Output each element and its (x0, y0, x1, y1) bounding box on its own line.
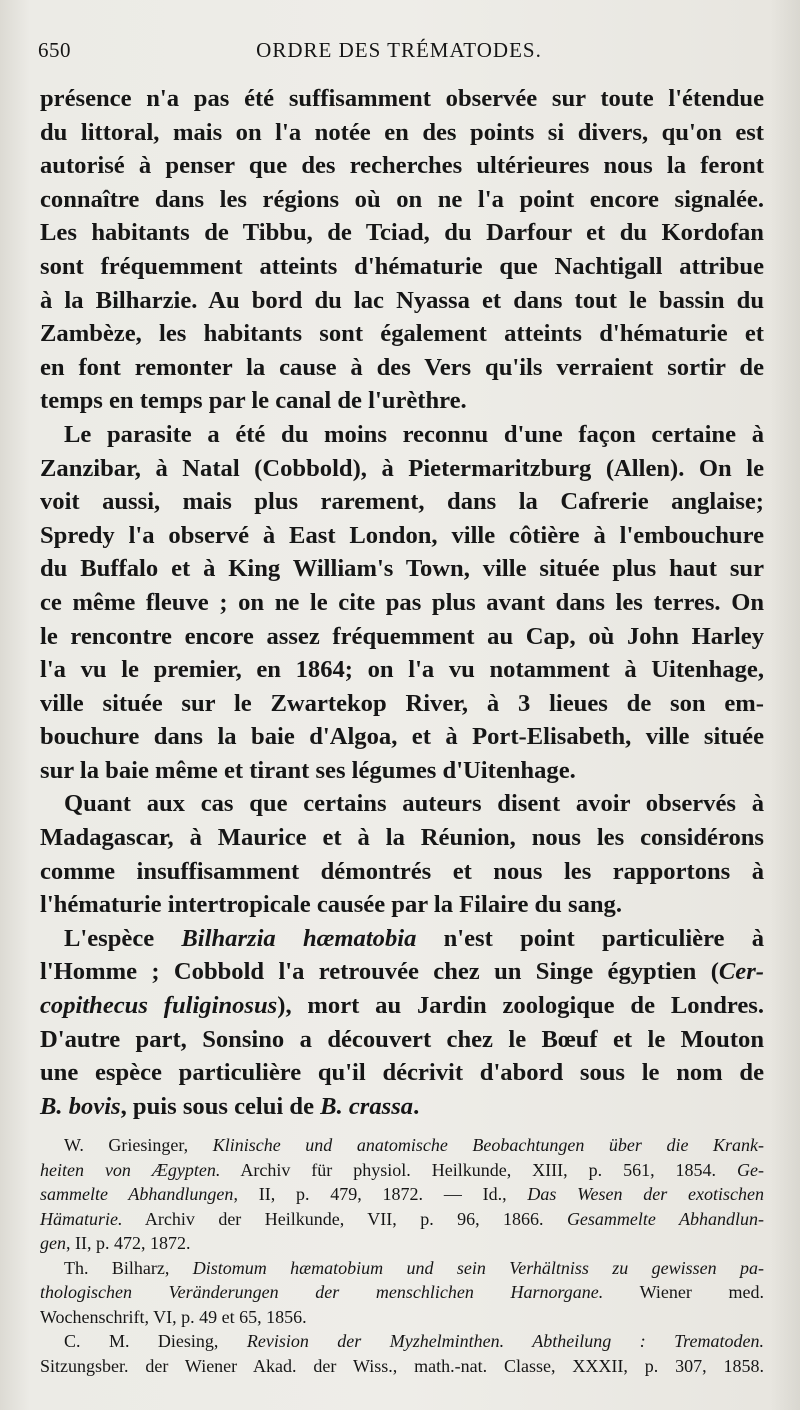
text-line: l'hématurie intertropicale causée par la Filaire du sang. (40, 891, 622, 919)
text-line (40, 989, 764, 1023)
reference-title: gen (40, 1233, 66, 1253)
text-run: Th. Bilharz, (64, 1257, 193, 1278)
text-line: voit aussi, mais plus rarement, dans la Cafrerie anglaise; (40, 488, 764, 516)
text-line: ville située sur le Zwartekop River, à 3 lieues de son em- (40, 689, 764, 717)
species-name: Bilharzia hæmatobia (181, 924, 417, 952)
text-line: Quant aux cas que certains auteurs disent avoir observés à (64, 790, 764, 818)
text-line: bouchure dans la baie d'Algoa, et à Port-Elisabeth, ville située (40, 723, 764, 751)
reference-title: thologischen Veränderungen der menschlichen Harnorgane. (40, 1282, 604, 1302)
reference-line (40, 1182, 764, 1207)
text-line: Madagascar, à Maurice et à la Réunion, nous les considérons (40, 824, 764, 852)
reference-title: sammelte Abhandlungen (40, 1184, 234, 1204)
text-run: Archiv für physiol. Heilkunde, XIII, p. 561, 1854. (220, 1159, 738, 1180)
species-name: B. crassa (320, 1092, 414, 1120)
species-name: copithecus fuliginosus (40, 992, 278, 1020)
reference-title: Das Wesen der exotischen (527, 1184, 764, 1204)
text-line (40, 922, 764, 956)
bibliography (40, 1133, 764, 1378)
text-line: à la Bilharzie. Au bord du lac Nyassa et dans tout le bassin du (40, 286, 764, 314)
text-line: temps en temps par le canal de l'urèthre. (40, 387, 467, 415)
text-run: , II, p. 479, 1872. — Id., (233, 1184, 528, 1204)
reference-line: Sitzungsber. der Wiener Akad. der Wiss., math.-nat. Classe, XXXII, p. 307, 1858. (40, 1355, 764, 1376)
text-run: , II, p. 472, 1872. (66, 1233, 191, 1253)
text-run: C. M. Diesing, (64, 1331, 247, 1351)
text-line: comme insuffisamment démontrés et nous les rapportons à (40, 857, 764, 885)
reference-title: Distomum hæmatobium und sein Verhältniss zu gewissen pa- (192, 1257, 764, 1278)
reference-line (40, 1329, 764, 1354)
text-run: Wiener med. (603, 1282, 764, 1302)
text-line: Zambèze, les habitants sont également atteints d'hématurie et (40, 320, 764, 348)
text-line (40, 1090, 764, 1124)
reference-line (40, 1231, 764, 1256)
text-line: sur la baie même et tirant ses légumes d'Uitenhage. (40, 756, 576, 784)
text-line: du littoral, mais on l'a notée en des points si divers, qu'on est (40, 118, 764, 146)
reference-line (40, 1207, 764, 1232)
reference-line (40, 1280, 764, 1305)
text-run: l'Homme ; Cobbold l'a retrouvée chez un Singe égyptien ( (40, 958, 719, 986)
text-run: n'est point particulière à (416, 924, 764, 952)
reference-line (40, 1256, 764, 1281)
text-line: connaître dans les régions où on ne l'a point encore signalée. (40, 185, 764, 213)
reference-title: Ge- (737, 1159, 764, 1180)
text-line: autorisé à penser que des recherches ultérieures nous la feront (40, 152, 764, 180)
main-text (40, 82, 764, 1123)
reference-line: Wochenschrift, VI, p. 49 et 65, 1856. (40, 1306, 307, 1327)
reference-line (40, 1133, 764, 1158)
text-line: Les habitants de Tibbu, de Tciad, du Darfour et du Kordofan (40, 219, 764, 247)
page-number: 650 (38, 38, 71, 62)
page-header (38, 38, 760, 68)
text-line: Zanzibar, à Natal (Cobbold), à Pietermaritzburg (Allen). On le (40, 454, 764, 482)
text-run: , puis sous celui de (120, 1092, 321, 1120)
reference-title: Klinische und anatomische Beobachtungen über die Krank- (212, 1135, 765, 1155)
text-run: . (413, 1092, 420, 1120)
species-name: Cer- (718, 958, 764, 986)
text-line: présence n'a pas été suffisamment observée sur toute l'étendue (40, 85, 764, 112)
reference-title: Gesammelte Abhandlun- (566, 1208, 764, 1229)
reference-line (40, 1158, 764, 1183)
text-line: ce même fleuve ; on ne le cite pas plus avant dans les terres. On (40, 588, 764, 616)
reference-title: heiten von Ægypten. (40, 1159, 221, 1180)
text-line (40, 955, 764, 989)
running-title: ORDRE DES TRÉMATODES. (256, 38, 542, 62)
text-line: sont fréquemment atteints d'hématurie que Nachtigall attribue (40, 252, 764, 280)
text-line: l'a vu le premier, en 1864; on l'a vu notamment à Uitenhage, (40, 656, 764, 684)
text-line: D'autre part, Sonsino a découvert chez le Bœuf et le Mouton (40, 1025, 764, 1053)
text-line: en font remonter la cause à des Vers qu'ils verraient sortir de (40, 353, 764, 381)
reference-title: Revision der Myzhelminthen. Abtheilung : Trematoden. (246, 1331, 764, 1351)
text-line: du Buffalo et à King William's Town, ville située plus haut sur (40, 555, 764, 583)
text-run: ), mort au Jardin zoologique de Londres. (277, 992, 765, 1020)
text-line: le rencontre encore assez fréquemment au Cap, où John Harley (40, 622, 764, 650)
text-line: Le parasite a été du moins reconnu d'une façon certaine à (64, 420, 764, 448)
reference-title: Hämaturie. (40, 1208, 123, 1229)
text-run: W. Griesinger, (64, 1135, 213, 1155)
text-line: une espèce particulière qu'il décrivit d'abord sous le nom de (40, 1059, 764, 1087)
species-name: B. bovis (40, 1092, 121, 1120)
text-run: L'espèce (64, 924, 182, 952)
text-run: Archiv der Heilkunde, VII, p. 96, 1866. (122, 1208, 567, 1229)
text-line: Spredy l'a observé à East London, ville côtière à l'embouchure (40, 521, 764, 549)
